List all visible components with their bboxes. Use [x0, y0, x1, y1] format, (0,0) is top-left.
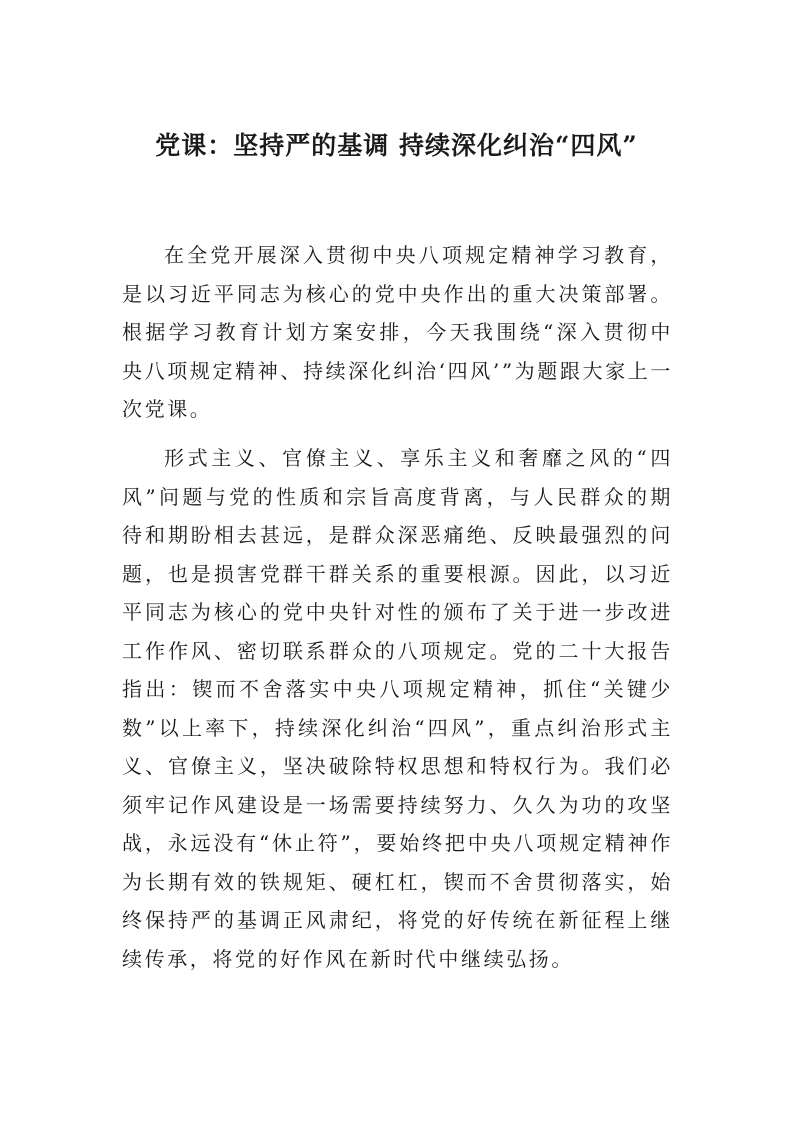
- document-title: 党课：坚持严的基调 持续深化纠治“四风”: [155, 131, 638, 160]
- paragraph-four-winds: 形式主义、官僚主义、享乐主义和奢靡之风的“四风”问题与党的性质和宗旨高度背离，与人民群众的期待和期盼相去甚远，是群众深恶痛绝、反映最强烈的问题，也是损害党群干群关系的重要根源。因此，以习近平同志为核心的党中央针对性的颁布了关于进一步改进工作作风、密切联系群众的八项规定。党的二十大报告指出：锲而不舍落实中央八项规定精神，抓住“关键少数”以上率下，持续深化纠治“四风”，重点纠治形式主义、官僚主义，坚决破除特权思想和特权行为。我们必须牢记作风建设是一场需要持续努力、久久为功的攻坚战，永远没有“休止符”，要始终把中央八项规定精神作为长期有效的铁规矩、硬杠杠，锲而不舍贯彻落实，始终保持严的基调正风肃纪，将党的好传统在新征程上继续传承，将党的好作风在新时代中继续弘扬。: [122, 446, 673, 971]
- paragraph-intro: 在全党开展深入贯彻中央八项规定精神学习教育，是以习近平同志为核心的党中央作出的重大决策部署。根据学习教育计划方案安排，今天我围绕“深入贯彻中央八项规定精神、持续深化纠治‘四风’”为题跟大家上一次党课。: [122, 243, 673, 421]
